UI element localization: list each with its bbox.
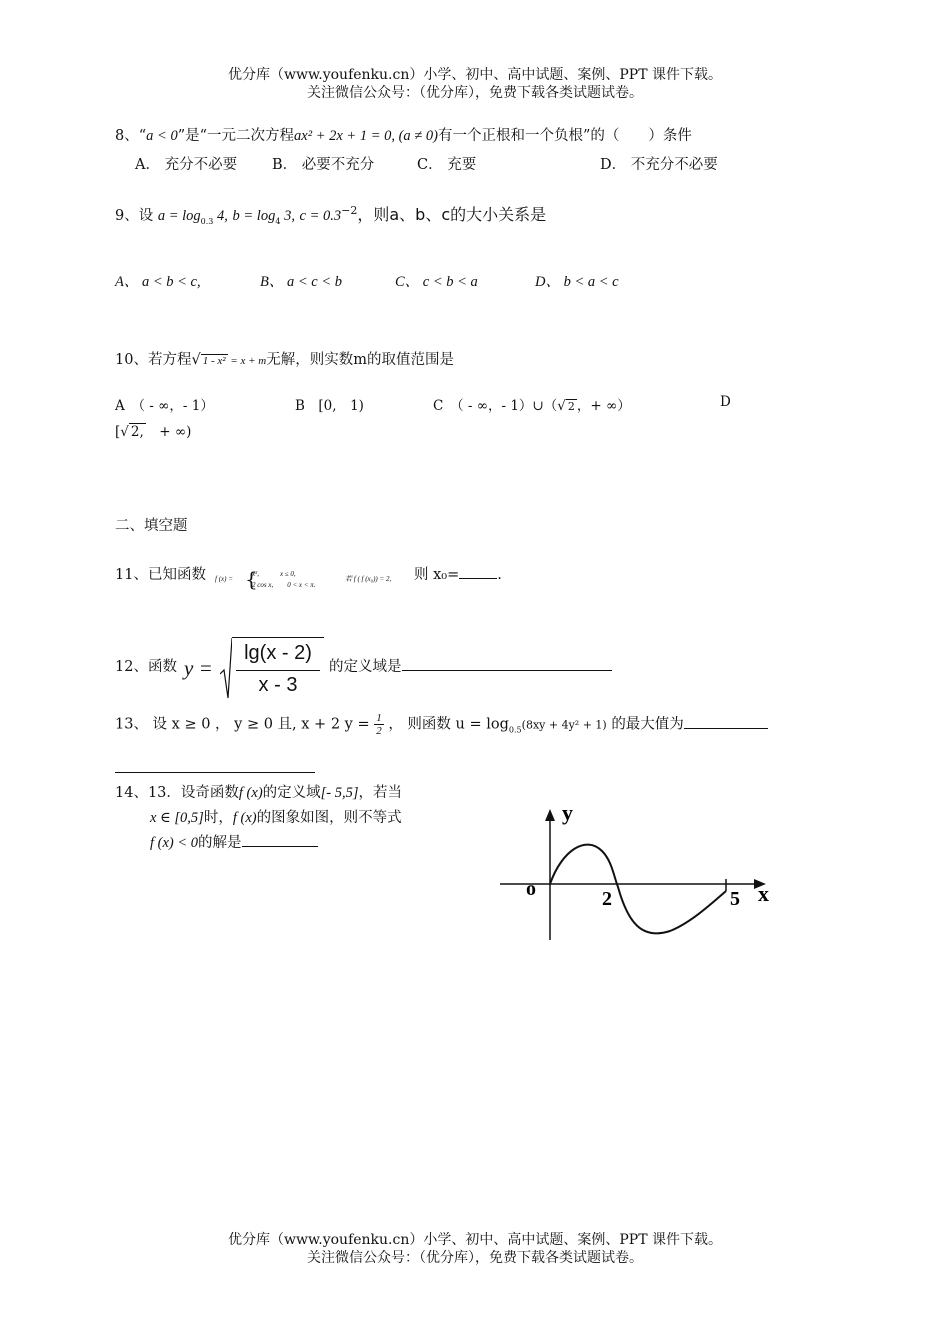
footer-line-2: 关注微信公众号：（优分库），免费下载各类试题试卷。: [307, 1250, 643, 1266]
tick-5-label: 5: [730, 888, 740, 910]
q12-denominator: x - 3: [258, 674, 298, 696]
q8-equation: ax² + 2x + 1 = 0, (a ≠ 0): [294, 128, 438, 144]
sqrt-symbol: √: [191, 352, 201, 368]
function-curve: [550, 845, 726, 934]
q10-option-a: A （ - ∞，- 1）: [115, 398, 214, 414]
q13-answer-blank[interactable]: [684, 728, 768, 729]
q14-answer-blank[interactable]: [242, 846, 318, 847]
section-fill-in-title: 二、填空题: [115, 518, 188, 534]
origin-label: o: [526, 878, 536, 900]
q12-answer-blank[interactable]: [402, 670, 612, 671]
q10-option-d-label: D: [720, 394, 731, 410]
q10-option-d: [√ 2, + ∞): [115, 424, 192, 440]
q8-number: 8、: [115, 128, 139, 144]
footer-line-1: 优分库（www.youfenku.cn）小学、初中、高中试题、案例、PPT 课件下载。: [227, 1232, 722, 1248]
y-axis-arrow: [545, 809, 555, 821]
function-graph: [490, 795, 790, 945]
q12-numerator: lg(x - 2): [244, 642, 312, 664]
q9-option-a: A、 a < b < c,: [115, 274, 201, 290]
q12-tail: 的定义域是: [329, 655, 612, 676]
header-line-1: 优分库（www.youfenku.cn）小学、初中、高中试题、案例、PPT 课件下载。: [227, 67, 722, 83]
question-10: 10、若方程√ 1 - x² = x + m无解，则实数m的取值范围是: [115, 352, 454, 368]
q13-answer-blank-continued[interactable]: [115, 772, 315, 773]
q9-option-b: B、 a < c < b: [260, 274, 342, 290]
q9-option-c: C、 c < b < a: [395, 274, 478, 290]
q10-option-b: B [0, 1): [295, 398, 364, 414]
question-12-label: 12、函数: [115, 659, 177, 675]
question-14-line-2: x ∈ [0,5]时，f (x)的图象如图，则不等式: [150, 810, 402, 826]
tick-2-label: 2: [602, 888, 612, 910]
question-14-line-1: 14、13．设奇函数f (x)的定义域[- 5,5]，若当: [115, 785, 403, 801]
q11-answer-blank[interactable]: [459, 578, 497, 579]
q9-option-d: D、 b < a < c: [535, 274, 619, 290]
q8-condition: a < 0: [146, 128, 178, 144]
question-8: 8、“a < 0”是“一元二次方程ax² + 2x + 1 = 0, (a ≠ 0)有一个正根和一个负根”的（ ）条件: [115, 128, 692, 144]
q8-option-c: C． 充要: [417, 157, 477, 173]
q12-radical-sign: [220, 636, 232, 700]
y-axis-label: y: [562, 800, 573, 825]
q8-option-d: D． 不充分不必要: [600, 157, 718, 173]
question-14-line-3: f (x) < 0的解是: [150, 831, 318, 852]
header-line-2: 关注微信公众号：（优分库），免费下载各类试题试卷。: [307, 85, 643, 101]
question-9: 9、设 $a = \log_{0.3} 4$, $b = \log_4 3$, $c = 0.3^{-2}$，则a、b、c的大小关系是: [115, 204, 547, 226]
q13-fraction: $\frac{1}{2}$: [376, 712, 382, 737]
q11-tail: 则 x₀= .: [414, 567, 502, 583]
question-13: 13、 设 x ≥ 0 ， y ≥ 0 且, x + 2 y = $\frac{1}{2}$ ， 则函数 $u = \log_{0.5}(8xy + 4y^2 + 1)$ 的最大值为: [115, 712, 768, 737]
x-axis-label: x: [758, 881, 769, 906]
q8-option-a: A． 充分不必要: [135, 157, 238, 173]
q10-option-c: C （ - ∞，- 1）∪（√ 2 ，+ ∞）: [433, 398, 631, 414]
q8-option-b: B． 必要不充分: [272, 157, 375, 173]
question-11-label: 11、已知函数: [115, 567, 206, 583]
